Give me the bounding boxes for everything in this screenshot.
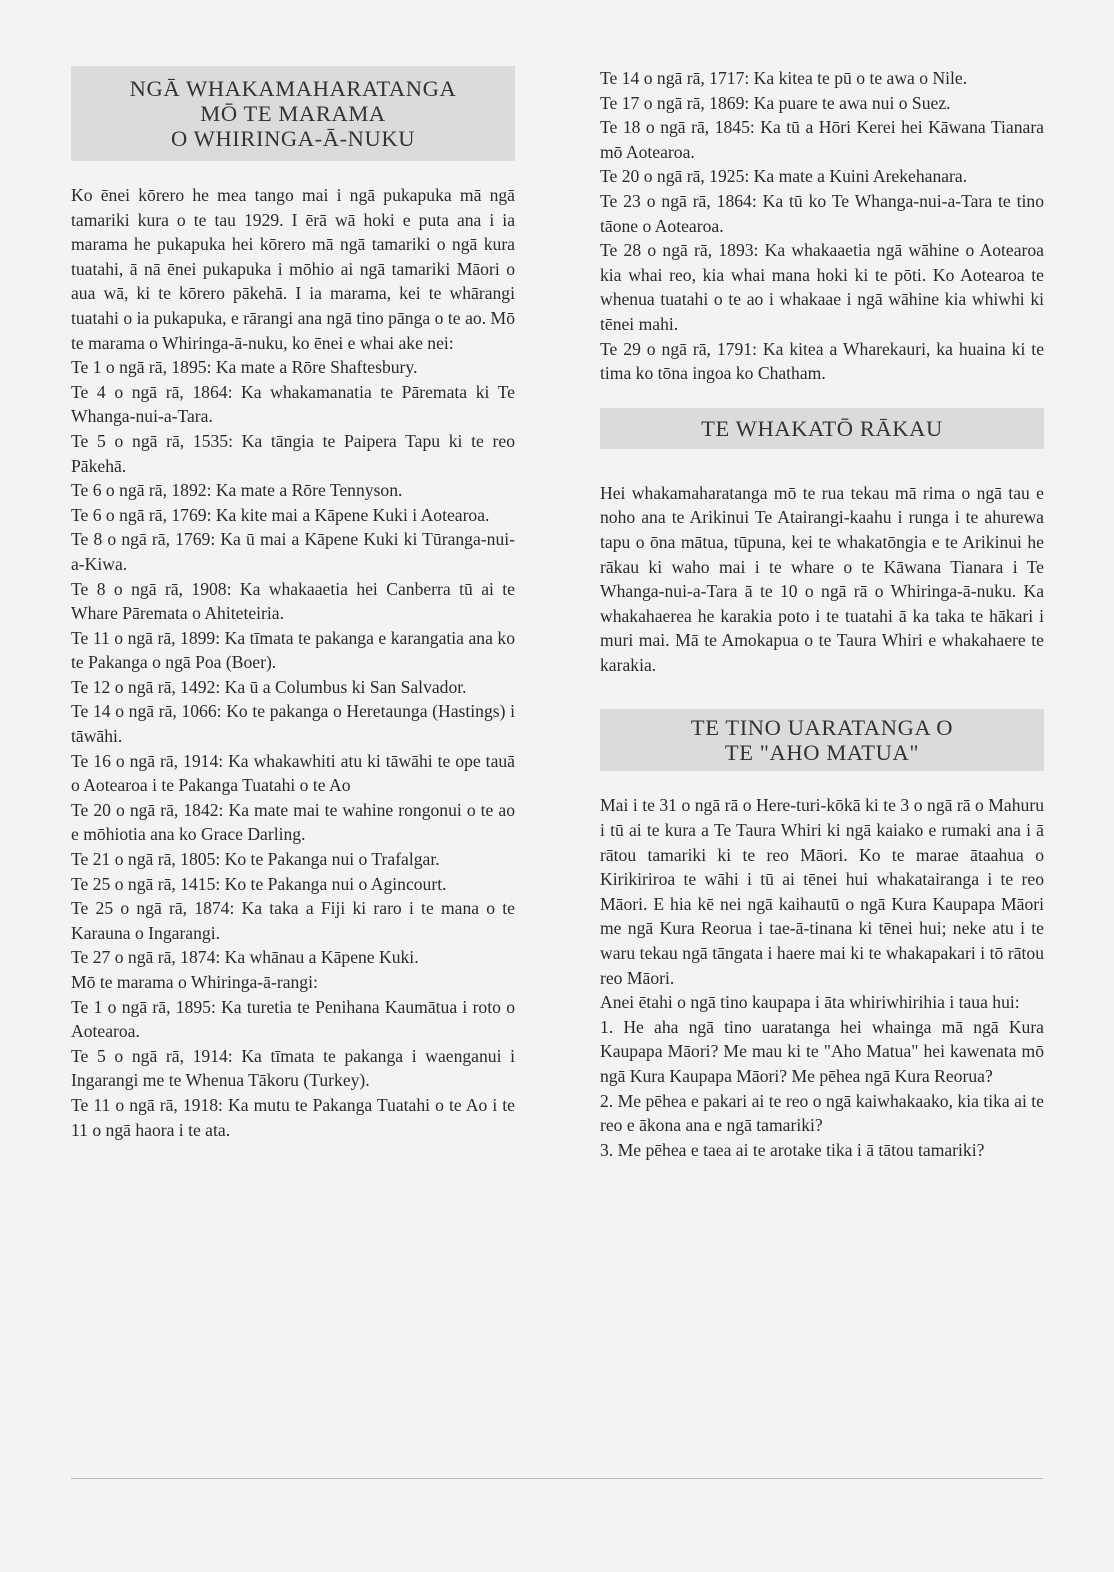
section-heading-commemorations [71,66,515,161]
heading-line: TE TINO UARATANGA O [690,715,954,741]
date-entry: Te 5 o ngā rā, 1535: Ka tāngia te Paipera Tapu ki te reo Pākehā. [71,430,515,476]
list-item: 2. Me pēhea e pakari ai te reo o ngā kaiwhakaako, kia tika ai te reo e ākona ana e ngā tamariki? [600,1090,1044,1136]
date-entry: Te 1 o ngā rā, 1895: Ka turetia te Penihana Kaumātua i roto o Aotearoa. [71,996,515,1042]
tree-planting-text [600,481,1044,678]
heading-line: TE "AHO MATUA" [724,740,920,766]
intro-paragraph: Ko ēnei kōrero he mea tango mai i ngā pukapuka mā ngā tamariki kura o te tau 1929. I ērā wā hoki e puta ana i ia marama he pukapuka hei kōrero mā ngā tamariki o ngā kura tuatahi, ā nā ēnei pukapuka i mōhio ai ngā tamariki Māori o aua wā, ki te kōrero pākehā. I ia marama, kei te whārangi tuatahi o ia pukapuka, e rārangi ana ngā tino pānga o te ao. Mō te marama o Whiringa-ā-nuku, ko ēnei e whai ake nei: [71,185,515,353]
heading-line: TE WHAKATŌ RĀKAU [701,415,943,441]
commemorations-continued [600,66,1044,386]
heading-line: O WHIRINGA-Ā-NUKU [170,126,416,151]
date-entry: Te 20 o ngā rā, 1842: Ka mate mai te wahine rongonui o te ao e mōhiotia ana ko Grace Darling. [71,799,515,845]
list-item: 1. He aha ngā tino uaratanga hei whainga mā ngā Kura Kaupapa Māori? Me mau ki te "Aho Matua" hei kawenata mō ngā Kura Kaupapa Māori? Me pēhea ngā Kura Reorua? [600,1016,1044,1086]
date-entry: Te 28 o ngā rā, 1893: Ka whakaaetia ngā wāhine o Aotearoa kia whai reo, kia whai mana hoki ki te pōti. Ko Aotearoa te whenua tuatahi o te ao i whakaae i ngā wāhine kia whiwhi ki tēnei mahi. [600,240,1044,334]
date-entry: Te 4 o ngā rā, 1864: Ka whakamanatia te Pāremata ki Te Whanga-nui-a-Tara. [71,381,515,427]
list-item: 3. Me pēhea e taea ai te arotake tika i ā tātou tamariki? [600,1139,985,1160]
footer-rule [71,1478,1043,1479]
date-entry: Te 17 o ngā rā, 1869: Ka puare te awa nui o Suez. [600,92,951,113]
date-entry: Te 20 o ngā rā, 1925: Ka mate a Kuini Arekehanara. [600,166,968,187]
date-entry: Te 14 o ngā rā, 1717: Ka kitea te pū o te awa o Nile. [600,68,968,88]
date-entry: Te 21 o ngā rā, 1805: Ko te Pakanga nui o Trafalgar. [71,849,440,870]
section-heading-tree-planting [600,408,1044,449]
date-entry: Te 6 o ngā rā, 1769: Ka kite mai a Kāpene Kuki i Aotearoa. [71,504,490,525]
date-entry: Te 18 o ngā rā, 1845: Ka tū a Hōri Kerei hei Kāwana Tianara mō Aotearoa. [600,117,1044,162]
date-entry: Te 5 o ngā rā, 1914: Ka tīmata te pakanga i waenganui i Ingarangi me te Whenua Tākoru (Turkey). [71,1045,515,1091]
right-column [600,66,1044,1162]
body-paragraph: Mai i te 31 o ngā rā o Here-turi-kōkā ki te 3 o ngā rā o Mahuru i tū ai te kura a Te Taura Whiri ki ngā kaiako e rumaki ana i ā rātou tamariki ki te reo Māori. Ko te marae ātaahua o Kirikiriroa te wāhi i tū ai tēnei hui whakatairanga i te reo Māori. E hia kē nei ngā kaihautū o ngā Kura Kaupapa Māori me ngā Kura Reorua i tae-ā-tinana ki tēnei hui; neke atu i te waru tekau ngā tāngata i haere mai ki te whakapakari i tō rātou reo Māori. [600,795,1044,988]
date-entry: Te 11 o ngā rā, 1918: Ka mutu te Pakanga Tuatahi o te Ao i te 11 o ngā haora i te ata. [71,1094,515,1140]
section-heading-aho-matua [600,709,1044,771]
date-entry: Te 14 o ngā rā, 1066: Ko te pakanga o Heretaunga (Hastings) i tāwāhi. [71,701,515,747]
date-entry: Te 27 o ngā rā, 1874: Ka whānau a Kāpene Kuki. [71,947,419,968]
date-entry: Te 11 o ngā rā, 1899: Ka tīmata te pakanga e karangatia ana ko te Pakanga o ngā Poa (Boer). [71,627,515,673]
heading-line: NGĀ WHAKAMAHARATANGA [129,76,457,101]
left-column [71,66,515,1142]
aho-matua-text [600,793,1044,1162]
date-entry: Te 8 o ngā rā, 1908: Ka whakaaetia hei Canberra tū ai te Whare Pāremata o Ahiteteiria. [71,578,515,624]
date-entry: Te 23 o ngā rā, 1864: Ka tū ko Te Whanga-nui-a-Tara te tino tāone o Aotearoa. [600,190,1044,236]
date-entry: Te 25 o ngā rā, 1415: Ko te Pakanga nui o Agincourt. [71,873,447,894]
month-subheading: Mō te marama o Whiringa-ā-rangi: [71,972,318,992]
date-entry: Te 1 o ngā rā, 1895: Ka mate a Rōre Shaftesbury. [71,357,418,378]
date-entry: Te 12 o ngā rā, 1492: Ka ū a Columbus ki San Salvador. [71,676,467,697]
date-entry: Te 25 o ngā rā, 1874: Ka taka a Fiji ki raro i te mana o te Karauna o Ingarangi. [71,898,515,943]
body-paragraph: Hei whakamaharatanga mō te rua tekau mā rima o ngā tau e noho ana te Arikinui Te Atairangi-kaahu i runga i te ahurewa tapu o ōna mātua, tūpuna, kei te whakatōngia e te Arikinui he rākau ki waho mai i te whare o te Kāwana Tianara i Te Whanga-nui-a-Tara ā te 10 o ngā rā o Whiringa-ā-nuku. Ka whakahaerea he karakia poto i te tuatahi ā ka taka te hākari i muri mai. Mā te Amokapua o te Taura Whiri e whakahaere te karakia. [600,482,1044,675]
body-paragraph: Anei ētahi o ngā tino kaupapa i āta whiriwhirihia i taua hui: [600,992,1020,1013]
date-entry: Te 6 o ngā rā, 1892: Ka mate a Rōre Tennyson. [71,480,403,501]
date-entry: Te 8 o ngā rā, 1769: Ka ū mai a Kāpene Kuki ki Tūranga-nui-a-Kiwa. [71,529,515,574]
commemorations-text [71,183,515,1142]
heading-line: MŌ TE MARAMA [200,101,386,126]
date-entry: Te 29 o ngā rā, 1791: Ka kitea a Wharekauri, ka huaina ki te tima ko tōna ingoa ko Chatham. [600,338,1044,384]
date-entry: Te 16 o ngā rā, 1914: Ka whakawhiti atu ki tāwāhi te ope tauā o Aotearoa i te Pakanga Tuatahi o te Ao [71,750,515,796]
